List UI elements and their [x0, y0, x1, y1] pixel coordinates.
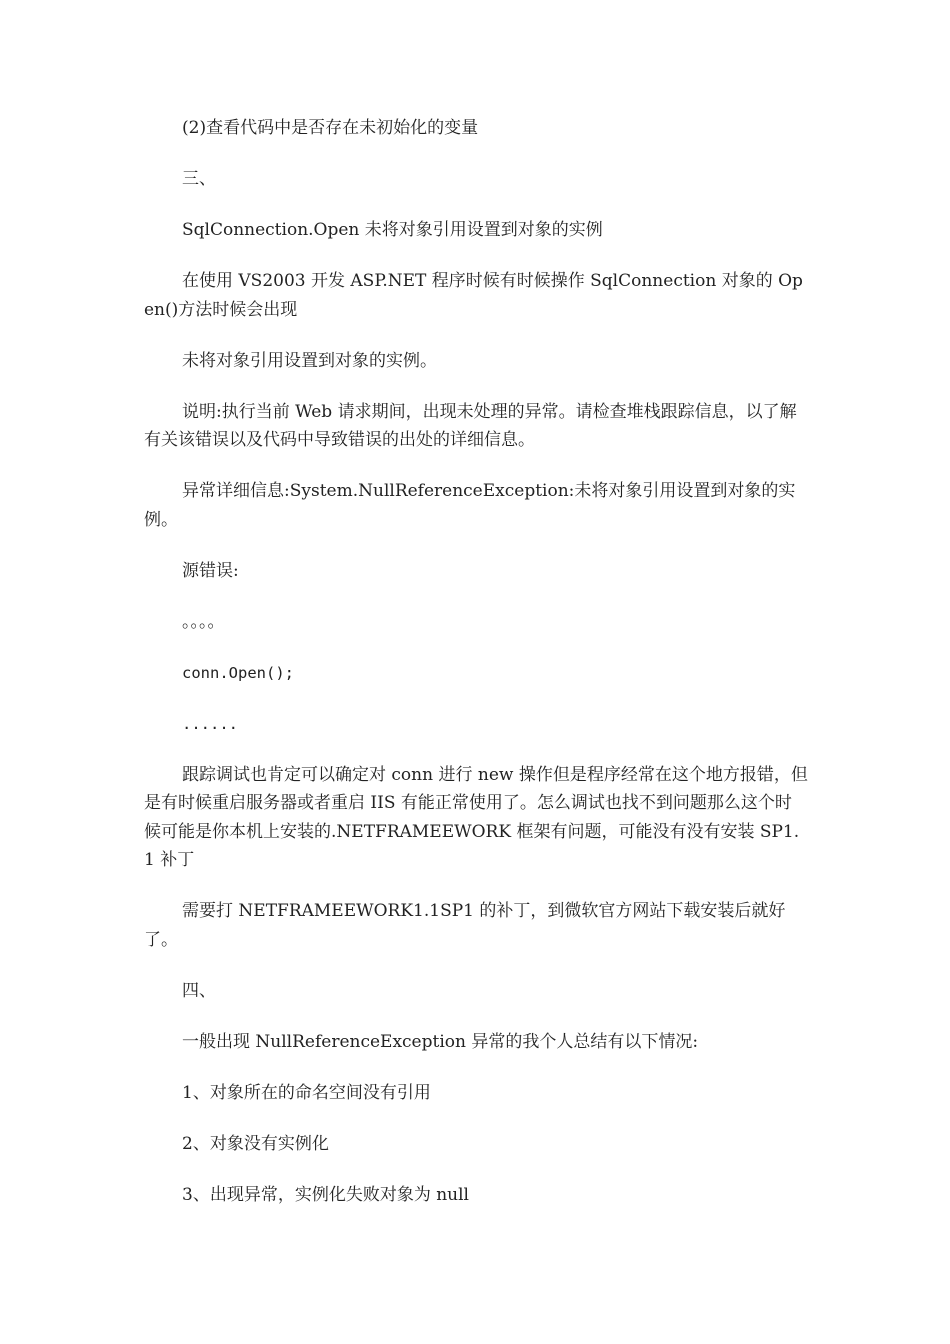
- paragraph-source-error: 源错误:: [182, 560, 239, 581]
- code-conn-open: conn.Open();: [182, 663, 294, 682]
- paragraph-error-message: 未将对象引用设置到对象的实例。: [182, 350, 437, 371]
- paragraph-sqlconnection-title: SqlConnection.Open 未将对象引用设置到对象的实例: [182, 220, 603, 240]
- paragraph-vs2003-intro: 在使用 VS2003 开发 ASP.NET 程序时候有时候操作 SqlConnection 对象的 Open()方法时候会出现: [144, 271, 803, 320]
- list-item-1: 1、对象所在的命名空间没有引用: [182, 1082, 431, 1103]
- code-ellipsis: ......: [182, 714, 238, 733]
- paragraph-summary-intro: 一般出现 NullReferenceException 异常的我个人总结有以下情况:: [182, 1031, 699, 1052]
- list-item-2: 2、对象没有实例化: [182, 1133, 329, 1154]
- section-heading-4: 四、: [182, 980, 216, 1001]
- list-item-3: 3、出现异常，实例化失败对象为 null: [182, 1184, 469, 1205]
- document-body: [144, 114, 808, 1232]
- paragraph-description: 说明:执行当前 Web 请求期间，出现未处理的异常。请检查堆栈跟踪信息，以了解有关该错误以及代码中导致错误的出处的详细信息。: [144, 401, 797, 450]
- paragraph-step-2: (2)查看代码中是否存在未初始化的变量: [182, 118, 479, 138]
- section-heading-3: 三、: [182, 169, 216, 189]
- paragraph-ellipsis-dots: 。。。。: [182, 611, 225, 632]
- paragraph-sp1-fix: 需要打 NETFRAMEEWORK1.1SP1 的补丁，到微软官方网站下载安装后就好了。: [144, 901, 786, 950]
- paragraph-debug-explanation: 跟踪调试也肯定可以确定对 conn 进行 new 操作但是程序经常在这个地方报错，但是有时候重启服务器或者重启 IIS 有能正常使用了。怎么调试也找不到问题那么这个时候可能是你本机上安装的.NETFRAMEEWORK 框架有问题，可能没有没有安装 SP1.1 补丁: [144, 764, 808, 870]
- paragraph-exception-details: 异常详细信息:System.NullReferenceException:未将对象引用设置到对象的实例。: [144, 481, 796, 530]
